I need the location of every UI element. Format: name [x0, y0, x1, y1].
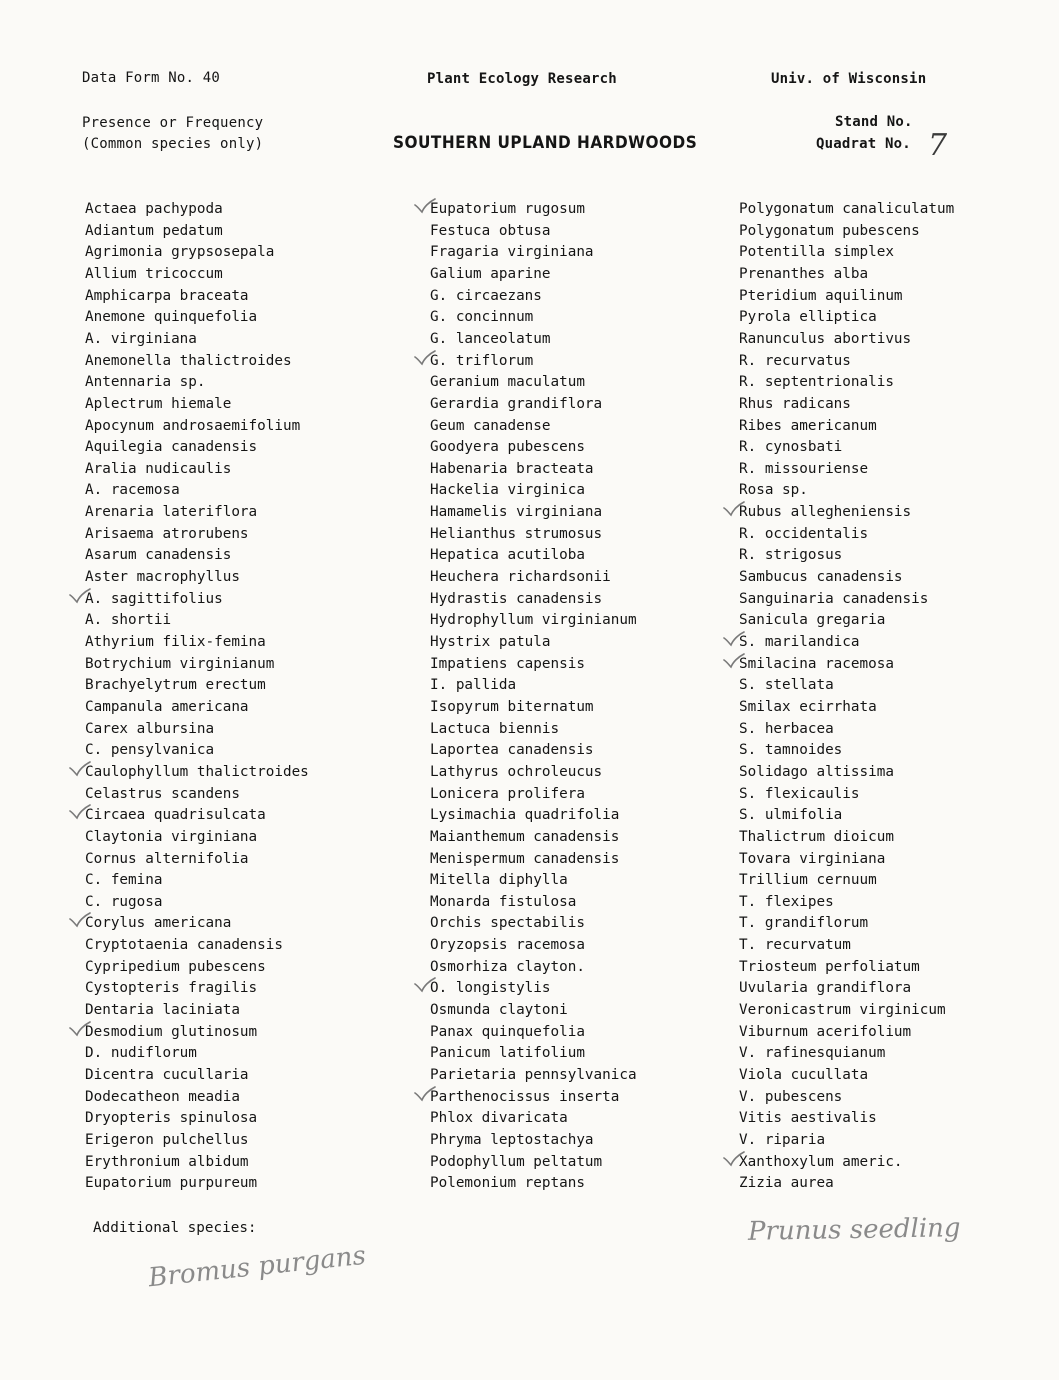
species-entry: R. septentrionalis — [739, 374, 894, 390]
species-entry: Veronicastrum virginicum — [739, 1002, 946, 1018]
quadrat-number-label: Quadrat No. — [816, 136, 911, 152]
species-entry: Claytonia virginiana — [85, 829, 258, 845]
species-entry: Anemone quinquefolia — [85, 309, 258, 325]
species-entry: Dryopteris spinulosa — [85, 1110, 258, 1126]
pencil-check-icon — [723, 501, 745, 517]
species-entry: C. rugosa — [85, 894, 163, 910]
species-entry: V. pubescens — [739, 1089, 843, 1105]
species-entry: Hydrastis canadensis — [430, 591, 603, 607]
additional-species-label: Additional species: — [93, 1220, 257, 1236]
species-entry: A. racemosa — [85, 482, 180, 498]
species-entry: Rhus radicans — [739, 396, 851, 412]
pencil-check-icon — [69, 588, 91, 604]
species-entry: T. grandiflorum — [739, 915, 869, 931]
species-entry: Arenaria lateriflora — [85, 504, 258, 520]
species-entry: Actaea pachypoda — [85, 201, 223, 217]
species-entry: Eupatorium rugosum — [430, 201, 585, 217]
species-entry: Maianthemum canadensis — [430, 829, 620, 845]
species-entry: Aralia nudicaulis — [85, 461, 232, 477]
species-entry: Geranium maculatum — [430, 374, 585, 390]
species-entry: Lathyrus ochroleucus — [430, 764, 603, 780]
species-entry: A. sagittifolius — [85, 591, 223, 607]
species-entry: Polygonatum canaliculatum — [739, 201, 955, 217]
species-entry: Xanthoxylum americ. — [739, 1154, 903, 1170]
species-entry: Osmunda claytoni — [430, 1002, 568, 1018]
species-entry: Sanicula gregaria — [739, 612, 886, 628]
species-entry: Lysimachia quadrifolia — [430, 807, 620, 823]
species-entry: Isopyrum biternatum — [430, 699, 594, 715]
species-entry: V. riparia — [739, 1132, 826, 1148]
pencil-check-icon — [723, 1151, 745, 1167]
species-entry: Mitella diphylla — [430, 872, 568, 888]
species-entry: Galium aparine — [430, 266, 551, 282]
species-entry: Botrychium virginianum — [85, 656, 275, 672]
species-entry: S. tamnoides — [739, 742, 843, 758]
species-entry: Brachyelytrum erectum — [85, 677, 266, 693]
species-entry: Laportea canadensis — [430, 742, 594, 758]
species-entry: R. recurvatus — [739, 353, 851, 369]
species-entry: Rubus allegheniensis — [739, 504, 912, 520]
species-entry: Vitis aestivalis — [739, 1110, 877, 1126]
species-entry: C. pensylvanica — [85, 742, 215, 758]
species-entry: Dodecatheon meadia — [85, 1089, 240, 1105]
species-entry: Aplectrum hiemale — [85, 396, 232, 412]
species-entry: G. concinnum — [430, 309, 534, 325]
species-entry: Orchis spectabilis — [430, 915, 585, 931]
pencil-check-icon — [414, 977, 436, 993]
species-entry: Hystrix patula — [430, 634, 551, 650]
species-entry: Parthenocissus inserta — [430, 1089, 620, 1105]
species-entry: Allium tricoccum — [85, 266, 223, 282]
species-entry: Fragaria virginiana — [430, 244, 594, 260]
species-entry: Phryma leptostachya — [430, 1132, 594, 1148]
university-name: Univ. of Wisconsin — [771, 71, 927, 87]
species-entry: R. occidentalis — [739, 526, 869, 542]
species-entry: Smilacina racemosa — [739, 656, 894, 672]
species-entry: T. recurvatum — [739, 937, 851, 953]
species-entry: Habenaria bracteata — [430, 461, 594, 477]
quadrat-number-value: 7 — [928, 128, 948, 163]
species-entry: S. marilandica — [739, 634, 860, 650]
species-entry: Campanula americana — [85, 699, 249, 715]
species-entry: Amphicarpa braceata — [85, 288, 249, 304]
species-entry: Arisaema atrorubens — [85, 526, 249, 542]
form-number: Data Form No. 40 — [82, 70, 221, 86]
species-entry: A. shortii — [85, 612, 172, 628]
species-entry: Corylus americana — [85, 915, 232, 931]
species-entry: I. pallida — [430, 677, 517, 693]
species-entry: Anemonella thalictroides — [85, 353, 292, 369]
species-entry: Parietaria pennsylvanica — [430, 1067, 637, 1083]
species-entry: Dicentra cucullaria — [85, 1067, 249, 1083]
species-entry: Panicum latifolium — [430, 1045, 585, 1061]
pencil-check-icon — [414, 350, 436, 366]
species-entry: S. flexicaulis — [739, 786, 860, 802]
species-entry: Hamamelis virginiana — [430, 504, 603, 520]
species-entry: Pteridium aquilinum — [739, 288, 903, 304]
species-entry: Gerardia grandiflora — [430, 396, 603, 412]
species-entry: Hepatica acutiloba — [430, 547, 585, 563]
species-entry: Lonicera prolifera — [430, 786, 585, 802]
subtitle-line-2: (Common species only) — [82, 136, 264, 152]
pencil-check-icon — [723, 631, 745, 647]
species-entry: Adiantum pedatum — [85, 223, 223, 239]
species-entry: Geum canadense — [430, 418, 551, 434]
species-entry: Panax quinquefolia — [430, 1024, 585, 1040]
species-entry: Cryptotaenia canadensis — [85, 937, 283, 953]
species-entry: Festuca obtusa — [430, 223, 551, 239]
pencil-check-icon — [69, 912, 91, 928]
species-entry: Circaea quadrisulcata — [85, 807, 266, 823]
community-title: SOUTHERN UPLAND HARDWOODS — [393, 133, 698, 153]
species-entry: Caulophyllum thalictroides — [85, 764, 309, 780]
species-entry: Menispermum canadensis — [430, 851, 620, 867]
species-entry: Cornus alternifolia — [85, 851, 249, 867]
species-entry: Ranunculus abortivus — [739, 331, 912, 347]
species-entry: Dentaria laciniata — [85, 1002, 240, 1018]
species-entry: Viburnum acerifolium — [739, 1024, 912, 1040]
species-entry: Pyrola elliptica — [739, 309, 877, 325]
handwritten-additional-species-left: Bromus purgans — [147, 1240, 368, 1294]
species-entry: Thalictrum dioicum — [739, 829, 894, 845]
species-entry: R. cynosbati — [739, 439, 843, 455]
species-entry: Cystopteris fragilis — [85, 980, 258, 996]
species-entry: R. missouriense — [739, 461, 869, 477]
species-entry: Oryzopsis racemosa — [430, 937, 585, 953]
species-entry: O. longistylis — [430, 980, 551, 996]
species-entry: Uvularia grandiflora — [739, 980, 912, 996]
species-entry: D. nudiflorum — [85, 1045, 197, 1061]
pencil-check-icon — [414, 198, 436, 214]
species-entry: Hackelia virginica — [430, 482, 585, 498]
species-entry: Osmorhiza clayton. — [430, 959, 585, 975]
stand-number-label: Stand No. — [835, 114, 913, 130]
species-entry: Agrimonia grypsosepala — [85, 244, 275, 260]
species-entry: Eupatorium purpureum — [85, 1175, 258, 1191]
species-entry: R. strigosus — [739, 547, 843, 563]
species-entry: Polemonium reptans — [430, 1175, 585, 1191]
species-entry: Antennaria sp. — [85, 374, 206, 390]
subtitle-line-1: Presence or Frequency — [82, 115, 264, 131]
species-entry: Polygonatum pubescens — [739, 223, 920, 239]
species-entry: A. virginiana — [85, 331, 197, 347]
species-entry: T. flexipes — [739, 894, 834, 910]
species-entry: Rosa sp. — [739, 482, 808, 498]
species-entry: C. femina — [85, 872, 163, 888]
species-entry: Potentilla simplex — [739, 244, 894, 260]
species-entry: Erythronium albidum — [85, 1154, 249, 1170]
species-entry: Trillium cernuum — [739, 872, 877, 888]
species-entry: Ribes americanum — [739, 418, 877, 434]
species-entry: Monarda fistulosa — [430, 894, 577, 910]
species-entry: V. rafinesquianum — [739, 1045, 886, 1061]
species-entry: Aquilegia canadensis — [85, 439, 258, 455]
lab-title: Plant Ecology Research — [427, 71, 617, 87]
pencil-check-icon — [723, 653, 745, 669]
species-entry: Asarum canadensis — [85, 547, 232, 563]
species-entry: Impatiens capensis — [430, 656, 585, 672]
species-entry: S. herbacea — [739, 721, 834, 737]
species-entry: Viola cucullata — [739, 1067, 869, 1083]
species-entry: Erigeron pulchellus — [85, 1132, 249, 1148]
species-entry: Solidago altissima — [739, 764, 894, 780]
handwritten-additional-species-right: Prunus seedling — [747, 1213, 961, 1247]
species-entry: Athyrium filix-femina — [85, 634, 266, 650]
species-entry: Prenanthes alba — [739, 266, 869, 282]
species-entry: Lactuca biennis — [430, 721, 560, 737]
species-entry: S. ulmifolia — [739, 807, 843, 823]
species-entry: Celastrus scandens — [85, 786, 240, 802]
species-entry: Sambucus canadensis — [739, 569, 903, 585]
species-entry: Hydrophyllum virginianum — [430, 612, 637, 628]
species-entry: G. lanceolatum — [430, 331, 551, 347]
species-entry: Smilax ecirrhata — [739, 699, 877, 715]
species-entry: S. stellata — [739, 677, 834, 693]
species-entry: Zizia aurea — [739, 1175, 834, 1191]
species-entry: G. circaezans — [430, 288, 542, 304]
species-entry: G. triflorum — [430, 353, 534, 369]
species-entry: Helianthus strumosus — [430, 526, 603, 542]
species-entry: Sanguinaria canadensis — [739, 591, 929, 607]
species-entry: Apocynum androsaemifolium — [85, 418, 301, 434]
species-entry: Tovara virginiana — [739, 851, 886, 867]
pencil-check-icon — [69, 804, 91, 820]
species-entry: Triosteum perfoliatum — [739, 959, 920, 975]
species-entry: Goodyera pubescens — [430, 439, 585, 455]
species-entry: Carex albursina — [85, 721, 215, 737]
pencil-check-icon — [414, 1086, 436, 1102]
species-entry: Aster macrophyllus — [85, 569, 240, 585]
species-entry: Desmodium glutinosum — [85, 1024, 258, 1040]
species-entry: Podophyllum peltatum — [430, 1154, 603, 1170]
pencil-check-icon — [69, 761, 91, 777]
species-entry: Cypripedium pubescens — [85, 959, 266, 975]
species-entry: Heuchera richardsonii — [430, 569, 611, 585]
species-entry: Phlox divaricata — [430, 1110, 568, 1126]
pencil-check-icon — [69, 1021, 91, 1037]
